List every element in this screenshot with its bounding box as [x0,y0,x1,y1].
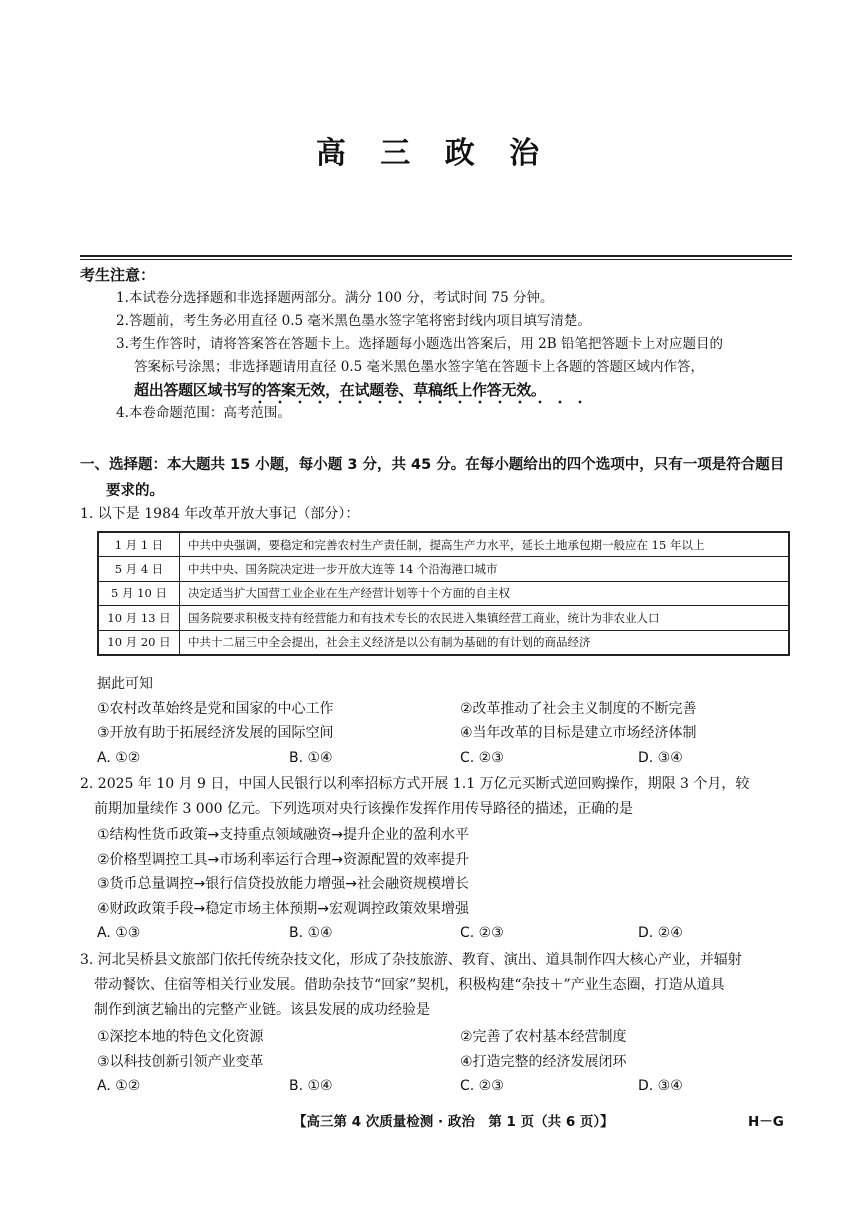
section-heading-line2: 要求的。 [106,483,164,499]
q2-choice-d: D. ②④ [638,925,683,941]
q1-event-table [97,531,790,656]
q3-stem [80,948,796,1023]
table-cell-date: 1 月 1 日 [98,532,180,557]
section-heading-line1: 一、选择题：本大题共 15 小题，每小题 3 分，共 45 分。在每小题给出的四个选项中，只有一项是符合题目 [80,457,785,473]
table-row [98,532,789,557]
q2-statement-2: ②价格型调控工具→市场利率运行合理→资源配置的效率提升 [97,851,470,868]
notice-item-1: 1.本试卷分选择题和非选择题两部分。满分 100 分，考试时间 75 分钟。 [116,290,554,306]
emphasis-dots [250,399,590,405]
table-cell-date: 5 月 10 日 [98,581,180,605]
table-cell-event: 中共中央强调，要稳定和完善农村生产责任制，提高生产力水平，延长土地承包期一般应在 15 年以上 [180,532,790,557]
q1-stem-text: 1. 以下是 1984 年改革开放大事记（部分）： [80,506,360,522]
q2-options [97,823,797,946]
q2-statement-1: ①结构性货币政策→支持重点领域融资→提升企业的盈利水平 [97,827,470,843]
q1-choice-c: C. ②③ [460,749,504,766]
table-row [98,557,789,581]
footer-code: H－G [748,1114,784,1130]
table-cell-event: 中共十二届三中全会提出，社会主义经济是以公有制为基础的有计划的商品经济 [180,630,790,655]
table-row [98,630,789,655]
q3-statement-4: ④打造完整的经济发展闭环 [460,1053,627,1070]
q3-choice-c: C. ②③ [460,1078,504,1094]
q1-statement-2: ②改革推动了社会主义制度的不断完善 [460,700,697,717]
notice-item-3: 3.考生作答时，请将答案答在答题卡上。选择题每小题选出答案后，用 2B 铅笔把答题卡上对应题目的 [116,336,723,352]
q3-stem-line2: 带动餐饮、住宿等相关行业发展。借助杂技节“回家”契机，积极构建“杂技＋”产业生态圈，打造从道具 [94,977,725,993]
q3-statement-1: ①深挖本地的特色文化资源 [97,1029,264,1045]
notice-item-3-emphasis: 超出答题区域书写的答案无效，在试题卷、草稿纸上作答无效。 [134,381,546,399]
q3-stem-line3: 制作到演艺输出的完整产业链。该县发展的成功经验是 [94,1002,430,1018]
q1-choice-a: A. ①② [97,749,141,766]
notice-heading: 考生注意： [80,266,156,284]
q3-choice-a: A. ①② [97,1078,141,1094]
q2-statement-3: ③货币总量调控→银行信贷投放能力增强→社会融资规模增长 [97,876,470,892]
page-title: 高 三 政 治 [315,136,552,171]
q1-choice-b: B. ①④ [289,749,333,766]
q1-statement-1: ①农村改革始终是党和国家的中心工作 [97,700,334,717]
table-row [98,606,789,630]
table-cell-event: 国务院要求积极支持有经营能力和有技术专长的农民进入集镇经营工商业，统计为非农业人口 [180,606,790,630]
q1-prompt: 据此可知 [97,676,153,692]
notice-item-2: 2.答题前，考生务必用直径 0.5 毫米黑色墨水签字笔将密封线内项目填写清楚。 [116,313,591,329]
table-cell-date: 10 月 20 日 [98,630,180,655]
q2-stem [80,772,796,822]
header-divider-thin [80,259,792,260]
q1-statement-3: ③开放有助于拓展经济发展的国际空间 [97,725,334,741]
q2-choice-a: A. ①③ [97,925,141,941]
q3-choice-d: D. ③④ [638,1078,683,1094]
header-divider-thick [80,255,792,257]
q2-stem-line2: 前期加量续作 3 000 亿元。下列选项对央行该操作发挥作用传导路径的描述，正确的是 [94,801,633,817]
q2-statement-4: ④财政政策手段→稳定市场主体预期→宏观调控政策效果增强 [97,900,470,917]
q3-choice-b: B. ①④ [289,1078,333,1094]
table-cell-date: 10 月 13 日 [98,606,180,630]
q3-stem-line1: 3. 河北吴桥县文旅部门依托传统杂技文化，形成了杂技旅游、教育、演出、道具制作四大核心产业，并辐射 [80,952,742,968]
q2-stem-line1: 2. 2025 年 10 月 9 日，中国人民银行以利率招标方式开展 1.1 万亿元买断式逆回购操作，期限 3 个月，较 [80,776,750,792]
notice-item-4: 4.本卷命题范围：高考范围。 [116,405,291,421]
footer-page-info: 【高三第 4 次质量检测 · 政治 第 1 页（共 6 页）】 [293,1114,614,1130]
q3-statement-2: ②完善了农村基本经营制度 [460,1029,627,1045]
q2-choice-b: B. ①④ [289,925,333,941]
table-cell-event: 中共中央、国务院决定进一步开放大连等 14 个沿海港口城市 [180,557,790,581]
q2-choice-c: C. ②③ [460,925,504,941]
q3-options [97,1025,797,1099]
q1-choice-d: D. ③④ [638,749,683,766]
table-row [98,581,789,605]
q1-stem [80,502,796,527]
q3-statement-3: ③以科技创新引领产业变革 [97,1053,264,1070]
q1-options [97,672,797,770]
table-cell-date: 5 月 4 日 [98,557,180,581]
section-heading [80,452,796,504]
table-cell-event: 决定适当扩大国营工业企业在生产经营计划等十个方面的自主权 [180,581,790,605]
q1-statement-4: ④当年改革的目标是建立市场经济体制 [460,725,697,741]
notice-item-3-cont: 答案标号涂黑；非选择题请用直径 0.5 毫米黑色墨水签字笔在答题卡上各题的答题区域内作答， [134,359,705,375]
